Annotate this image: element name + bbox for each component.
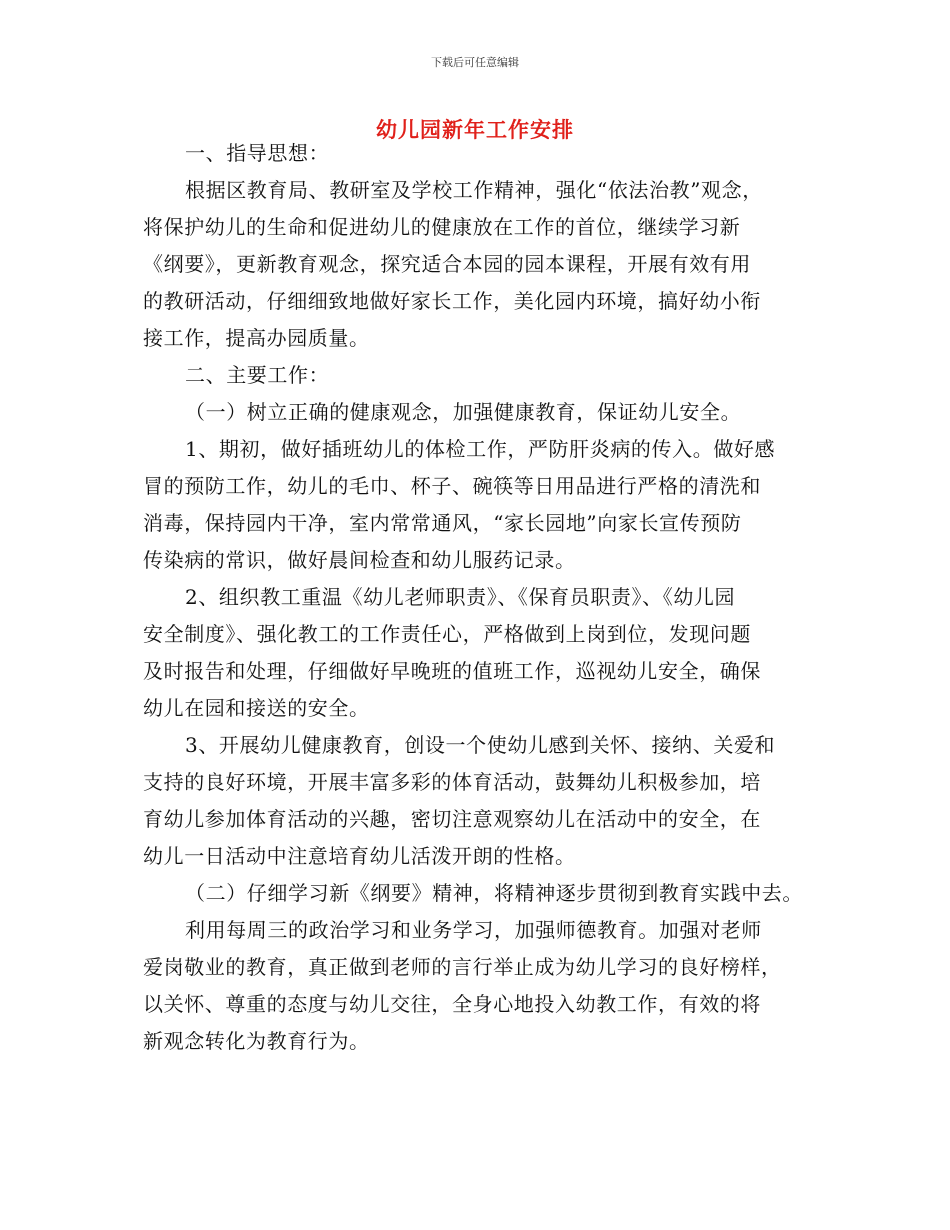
paragraph-line: 新观念转化为教育行为。 (143, 1029, 370, 1053)
paragraph-line: 育幼儿参加体育活动的兴趣，密切注意观察幼儿在活动中的安全，在 (143, 807, 761, 831)
subsection-heading-1: （一）树立正确的健康观念，加强健康教育，保证幼儿安全。 (185, 400, 742, 424)
subsection-heading-2: （二）仔细学习新《纲要》精神，将精神逐步贯彻到教育实践中去。 (185, 881, 803, 905)
paragraph-line: 将保护幼儿的生命和促进幼儿的健康放在工作的首位，继续学习新 (143, 215, 741, 239)
paragraph-line: 根据区教育局、教研室及学校工作精神，强化“依法治教”观念， (185, 178, 763, 202)
document-title: 幼儿园新年工作安排 (376, 118, 574, 142)
paragraph-line: 消毒，保持园内干净，室内常常通风，“家长园地”向家长宣传预防 (143, 511, 742, 535)
paragraph-line: 幼儿一日活动中注意培育幼儿活泼开朗的性格。 (143, 844, 576, 868)
paragraph-line: 接工作，提高办园质量。 (143, 326, 370, 350)
section-heading-main-work: 二、主要工作： (185, 363, 330, 387)
paragraph-line: 1、期初，做好插班幼儿的体检工作，严防肝炎病的传入。做好感 (185, 437, 776, 461)
page-header: 下载后可任意编辑 (431, 56, 519, 69)
section-heading-guiding-ideology: 一、指导思想： (185, 141, 330, 165)
paragraph-line: 爱岗敬业的教育，真正做到老师的言行举止成为幼儿学习的良好榜样， (143, 955, 782, 979)
paragraph-line: 2、组织教工重温《幼儿老师职责》、《保育员职责》、《幼儿园 (185, 585, 736, 609)
paragraph-line: 安全制度》、强化教工的工作责任心，严格做到上岗到位，发现问题 (143, 622, 751, 646)
paragraph-line: 幼儿在园和接送的安全。 (143, 696, 370, 720)
paragraph-line: 的教研活动，仔细细致地做好家长工作，美化园内环境，搞好幼小衔 (143, 289, 761, 313)
paragraph-line: 及时报告和处理，仔细做好早晚班的值班工作，巡视幼儿安全，确保 (143, 659, 761, 683)
paragraph-line: 《纲要》，更新教育观念，探究适合本园的园本课程，开展有效有用 (143, 252, 751, 276)
paragraph-line: 3、开展幼儿健康教育，创设一个使幼儿感到关怀、接纳、关爱和 (185, 733, 776, 757)
paragraph-line: 支持的良好环境，开展丰富多彩的体育活动，鼓舞幼儿积极参加，培 (143, 770, 761, 794)
paragraph-line: 以关怀、尊重的态度与幼儿交往，全身心地投入幼教工作，有效的将 (143, 992, 761, 1016)
document-body (143, 135, 843, 1060)
paragraph-line: 冒的预防工作，幼儿的毛巾、杯子、碗筷等日用品进行严格的清洗和 (143, 474, 761, 498)
paragraph-line: 利用每周三的政治学习和业务学习，加强师德教育。加强对老师 (185, 918, 762, 942)
paragraph-line: 传染病的常识，做好晨间检查和幼儿服药记录。 (143, 548, 576, 572)
